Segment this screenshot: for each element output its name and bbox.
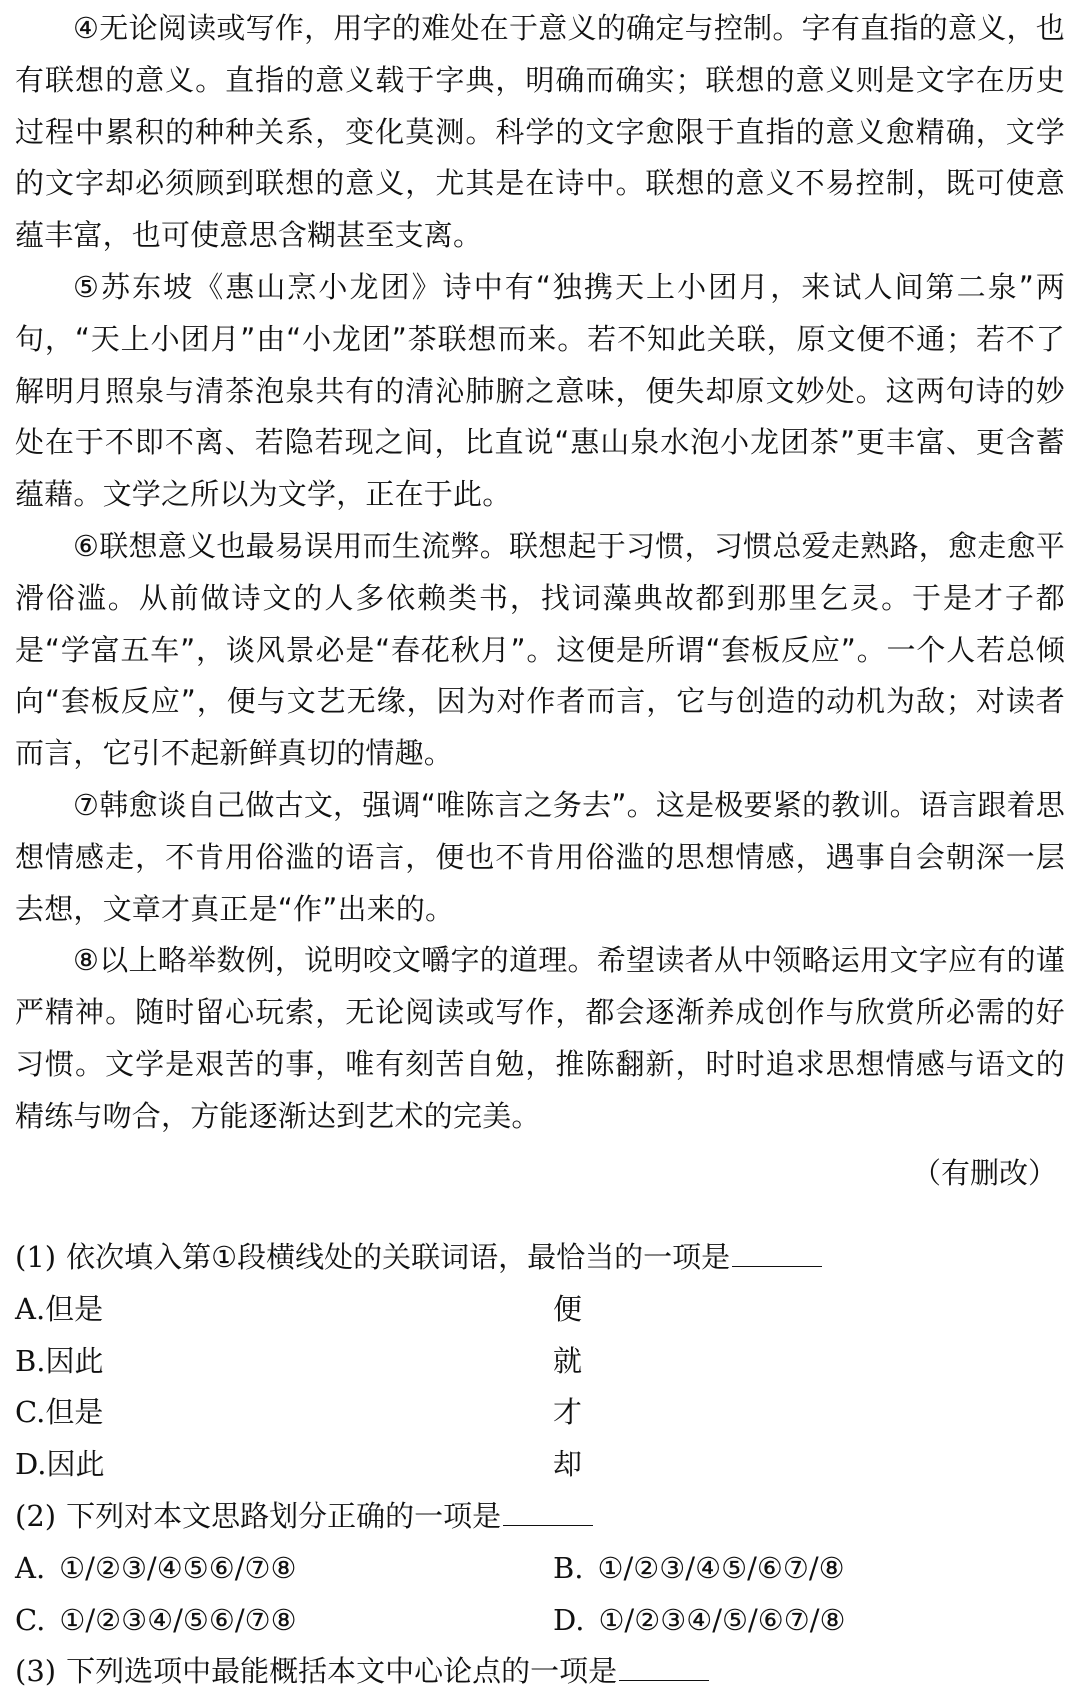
option-letter: B. xyxy=(553,1550,584,1585)
option-row xyxy=(15,1595,1065,1647)
option-d[interactable] xyxy=(553,1595,846,1647)
article-body xyxy=(15,0,1065,1199)
question-text: 下列对本文思路划分正确的一项是 xyxy=(66,1498,502,1533)
source-note: （有删改） xyxy=(911,1155,1057,1190)
option-text: 因此 xyxy=(46,1447,105,1482)
option-letter: C. xyxy=(15,1395,46,1430)
option-row xyxy=(15,1387,1065,1439)
option-text: 因此 xyxy=(45,1343,104,1378)
option-a-second-word xyxy=(553,1284,582,1336)
option-row xyxy=(15,1439,1065,1491)
option-letter: D. xyxy=(553,1602,585,1637)
paragraph-7: ⑦韩愈谈自己做古文，强调“唯陈言之务去”。这是极要紧的教训。语言跟着思想情感走，不肯用俗滥的语言，便也不肯用俗滥的思想情感，遇事自会朝深一层去想，文章才真正是“作”出来的。 xyxy=(15,787,1065,926)
option-letter: C. xyxy=(15,1602,46,1637)
option-c[interactable] xyxy=(15,1387,553,1439)
answer-blank[interactable] xyxy=(619,1650,709,1681)
option-letter: A. xyxy=(15,1291,46,1326)
option-letter: A. xyxy=(15,1550,46,1585)
option-text: ①/②③/④⑤⑥/⑦⑧ xyxy=(59,1550,297,1585)
option-d[interactable] xyxy=(15,1439,553,1491)
paragraph-4: ④无论阅读或写作，用字的难处在于意义的确定与控制。字有直指的意义，也有联想的意义。直指的意义载于字典，明确而确实；联想的意义则是文字在历史过程中累积的种种关系，变化莫测。科学的文字愈限于直指的意义愈精确，文学的文字却必须顾到联想的意义，尤其是在诗中。联想的意义不易控制，既可使意蕴丰富，也可使意思含糊甚至支离。 xyxy=(15,11,1065,253)
option-c[interactable] xyxy=(15,1595,553,1647)
option-letter: B. xyxy=(15,1343,46,1378)
question-number: (1) xyxy=(15,1240,57,1274)
option-b[interactable] xyxy=(15,1336,553,1388)
question-number: (2) xyxy=(15,1498,57,1533)
answer-blank[interactable] xyxy=(503,1495,593,1526)
option-text: ①/②③/④⑤/⑥⑦/⑧ xyxy=(597,1550,845,1585)
option-text: 便 xyxy=(553,1291,583,1326)
question-1-stem xyxy=(15,1232,1065,1284)
option-text: ①/②③④/⑤⑥/⑦⑧ xyxy=(59,1602,297,1637)
option-text: 却 xyxy=(553,1447,583,1482)
option-b-second-word xyxy=(553,1336,582,1388)
paragraph-8: ⑧以上略举数例，说明咬文嚼字的道理。希望读者从中领略运用文字应有的谨严精神。随时留心玩索，无论阅读或写作，都会逐渐养成创作与欣赏所必需的好习惯。文学是艰苦的事，唯有刻苦自勉，推陈翻新，时时追求思想情感与语文的精练与吻合，方能逐渐达到艺术的完美。 xyxy=(15,943,1065,1133)
option-text: 但是 xyxy=(45,1291,104,1326)
question-3-stem xyxy=(15,1646,1065,1698)
paragraph-5: ⑤苏东坡《惠山烹小龙团》诗中有“独携天上小团月，来试人间第二泉”两句，“天上小团月”由“小龙团”茶联想而来。若不知此关联，原文便不通；若不了解明月照泉与清茶泡泉共有的清沁肺腑之意味，便失却原文妙处。这两句诗的妙处在于不即不离、若隐若现之间，比直说“惠山泉水泡小龙团茶”更丰富、更含蓄蕴藉。文学之所以为文学，正在于此。 xyxy=(15,269,1065,512)
option-letter: D. xyxy=(15,1447,47,1482)
option-row xyxy=(15,1284,1065,1336)
option-row xyxy=(15,1543,1065,1595)
option-text: ①/②③④/⑤/⑥⑦/⑧ xyxy=(598,1602,846,1637)
option-a[interactable] xyxy=(15,1543,553,1595)
option-text: 就 xyxy=(553,1343,583,1378)
question-text: 下列选项中最能概括本文中心论点的一项是 xyxy=(66,1654,618,1689)
option-a[interactable] xyxy=(15,1284,553,1336)
option-row xyxy=(15,1336,1065,1388)
answer-blank[interactable] xyxy=(732,1236,822,1267)
question-text: 依次填入第①段横线处的关联词语，最恰当的一项是 xyxy=(66,1240,731,1274)
paragraph-6: ⑥联想意义也最易误用而生流弊。联想起于习惯，习惯总爱走熟路，愈走愈平滑俗滥。从前做诗文的人多依赖类书，找词藻典故都到那里乞灵。于是才子都是“学富五车”，谈风景必是“春花秋月”。这便是所谓“套板反应”。一个人若总倾向“套板反应”，便与文艺无缘，因为对作者而言，它与创造的动机为敌；对读者而言，它引不起新鲜真切的情趣。 xyxy=(15,528,1065,771)
option-d-second-word xyxy=(553,1439,582,1491)
option-c-second-word xyxy=(553,1387,582,1439)
question-section xyxy=(15,1232,1065,1698)
option-b[interactable] xyxy=(553,1543,845,1595)
option-text: 才 xyxy=(553,1395,583,1430)
question-2-stem xyxy=(15,1491,1065,1543)
option-text: 但是 xyxy=(45,1395,104,1430)
question-number: (3) xyxy=(15,1654,57,1689)
